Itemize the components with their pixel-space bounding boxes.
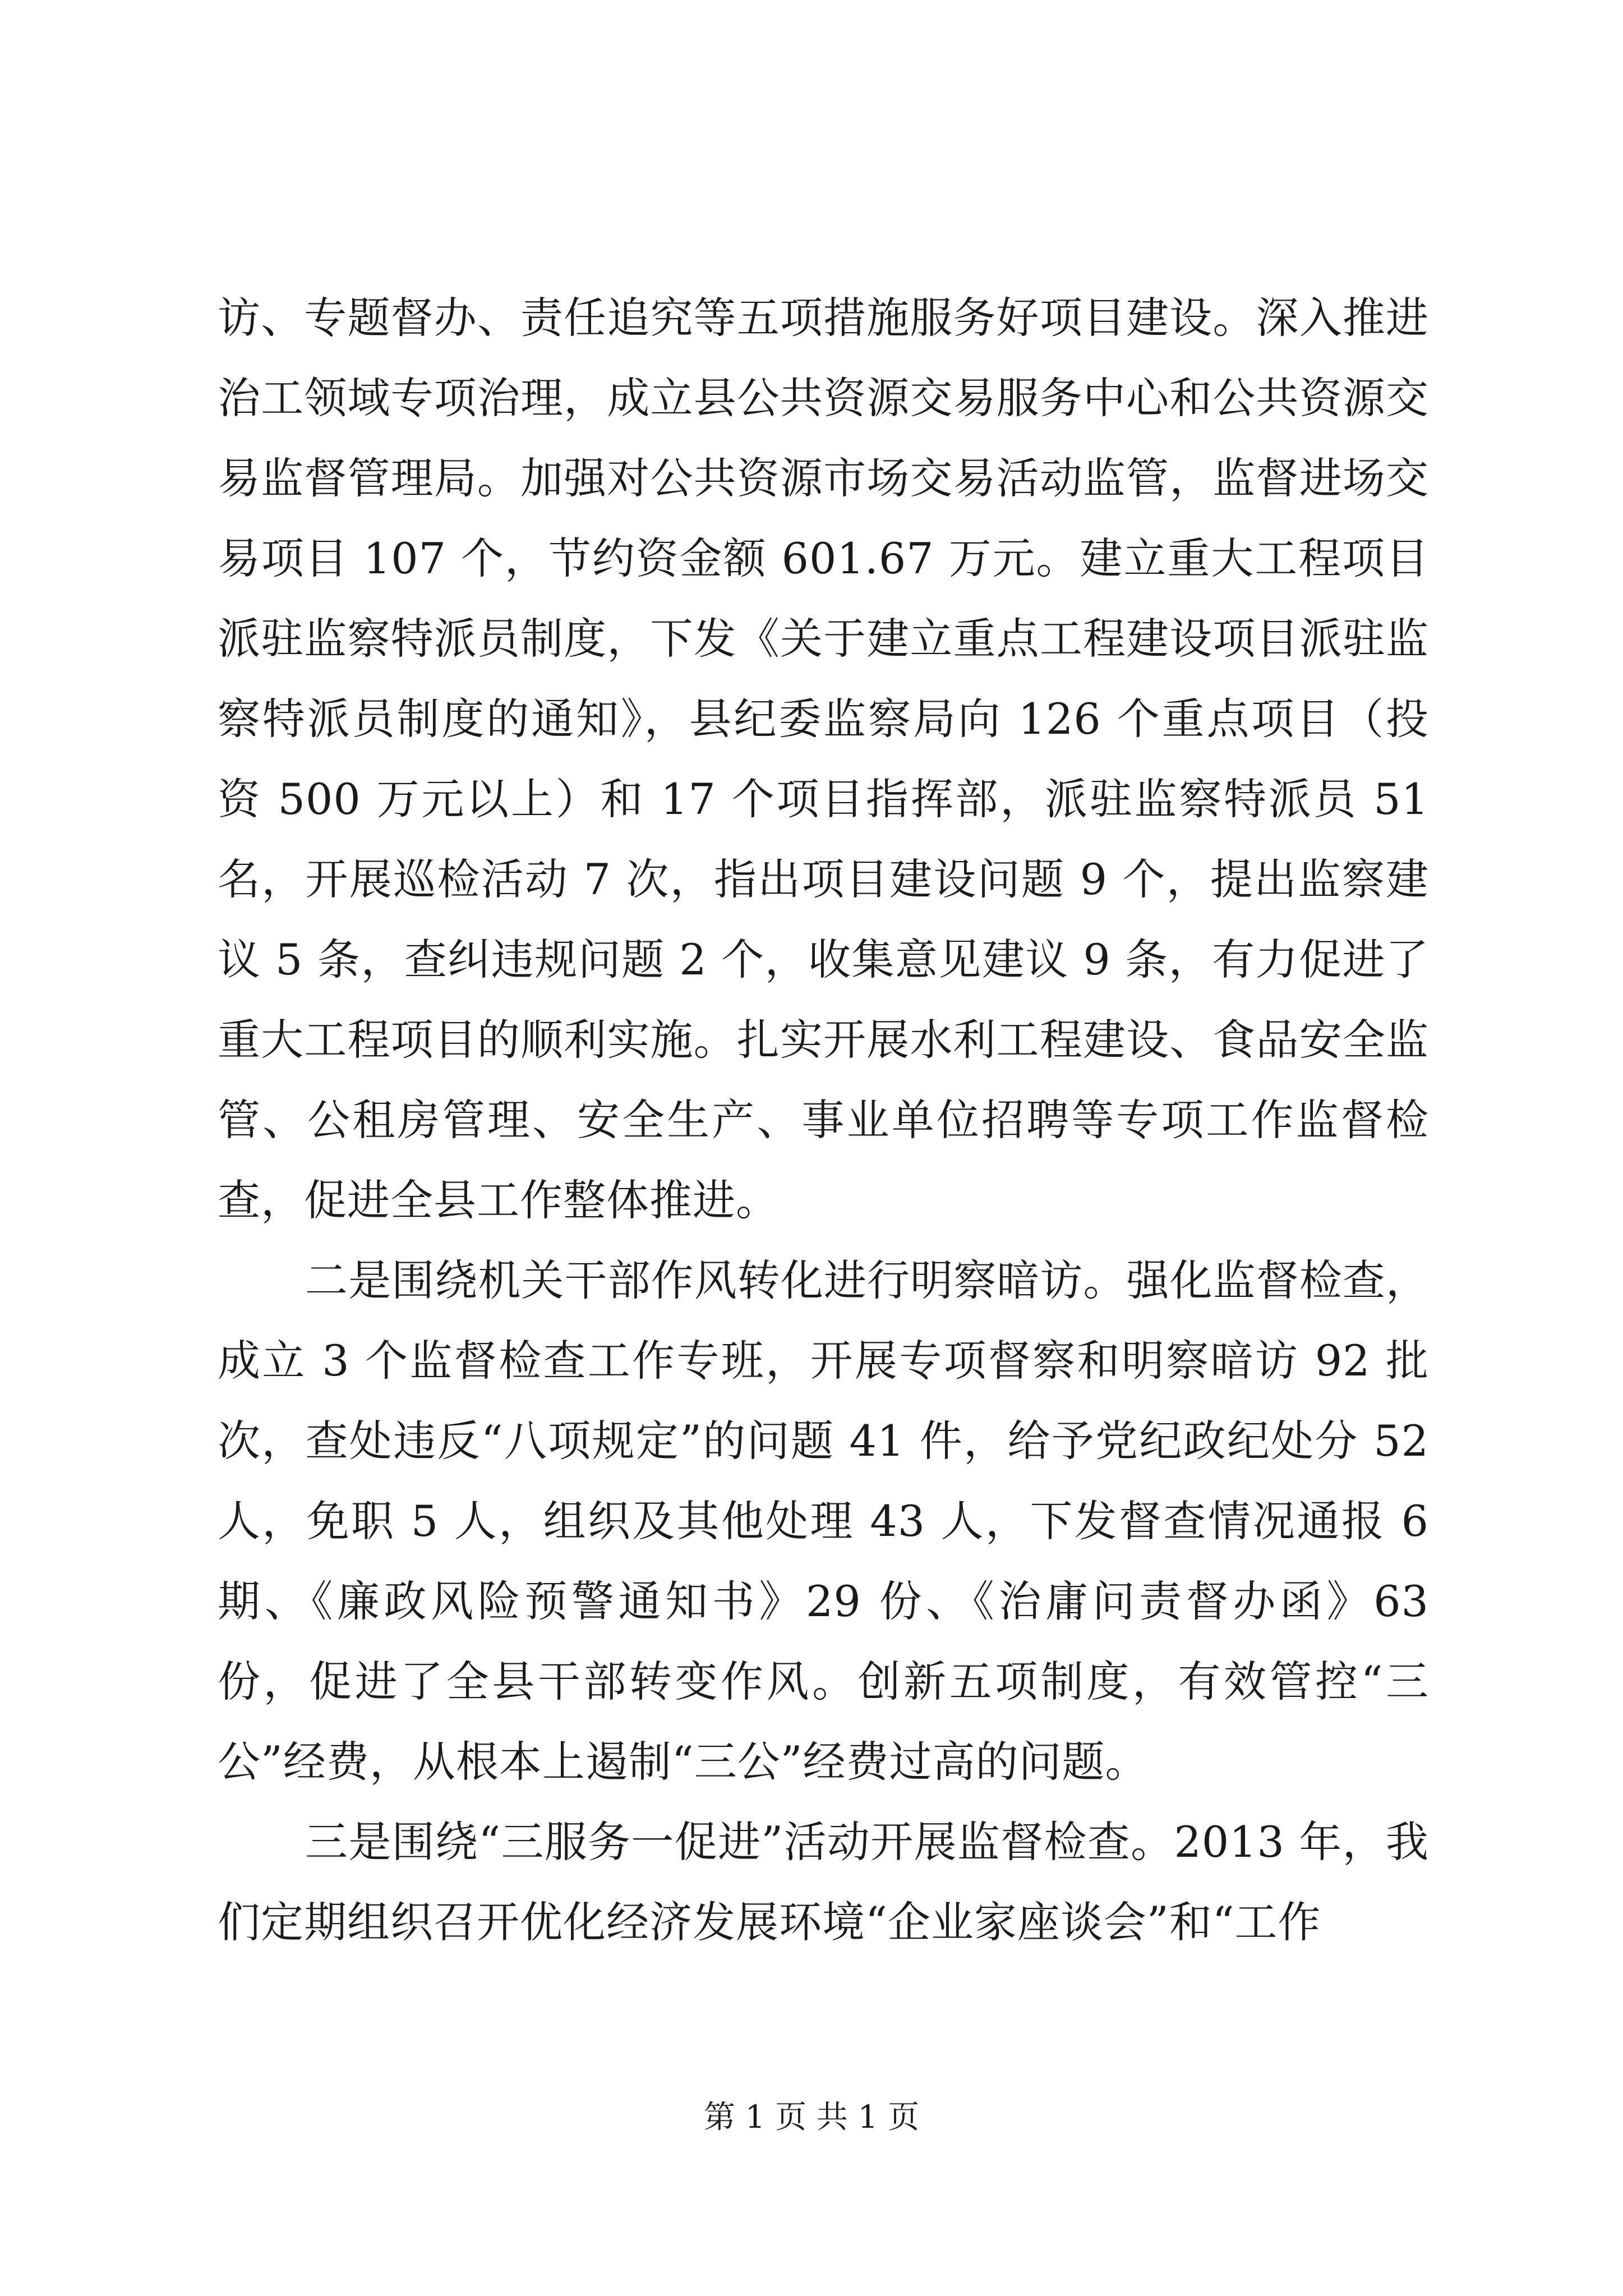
paragraph-1: 访、专题督办、责任追究等五项措施服务好项目建设。深入推进治工领域专项治理，成立县公共资源交易服务中心和公共资源交易监督管理局。加强对公共资源市场交易活动监管，监督进场交易项目 107 个，节约资金额 601.67 万元。建立重大工程项目派驻监察特派员制度，下发《关于建立重点工程建设项目派驻监察特派员制度的通知》，县纪委监察局向 126 个重点项目（投资 500 万元以上）和 17 个项目指挥部，派驻监察特派员 51 名，开展巡检活动 7 次，指出项目建设问题 9 个，提出监察建议 5 条，查纠违规问题 2 个，收集意见建议 9 条，有力促进了重大工程项目的顺利实施。扎实开展水利工程建设、食品安全监管、公租房管理、安全生产、事业单位招聘等专项工作监督检查，促进全县工作整体推进。	[218, 293, 1429, 1225]
paragraph-3: 三是围绕“三服务一促进”活动开展监督检查。2013 年，我们定期组织召开优化经济发展环境“企业家座谈会”和“工作	[218, 1817, 1429, 1947]
document-body	[218, 278, 1429, 1962]
paragraph-2: 二是围绕机关干部作风转化进行明察暗访。强化监督检查，成立 3 个监督检查工作专班，开展专项督察和明察暗访 92 批次，查处违反“八项规定”的问题 41 件，给予党纪政纪处分 52 人，免职 5 人，组织及其他处理 43 人，下发督查情况通报 6 期、《廉政风险预警通知书》29 份、《治庸问责督办函》63 份，促进了全县干部转变作风。创新五项制度，有效管控“三公”经费，从根本上遏制“三公”经费过高的问题。	[218, 1255, 1429, 1787]
page-footer: 第 1 页 共 1 页	[703, 2099, 920, 2136]
